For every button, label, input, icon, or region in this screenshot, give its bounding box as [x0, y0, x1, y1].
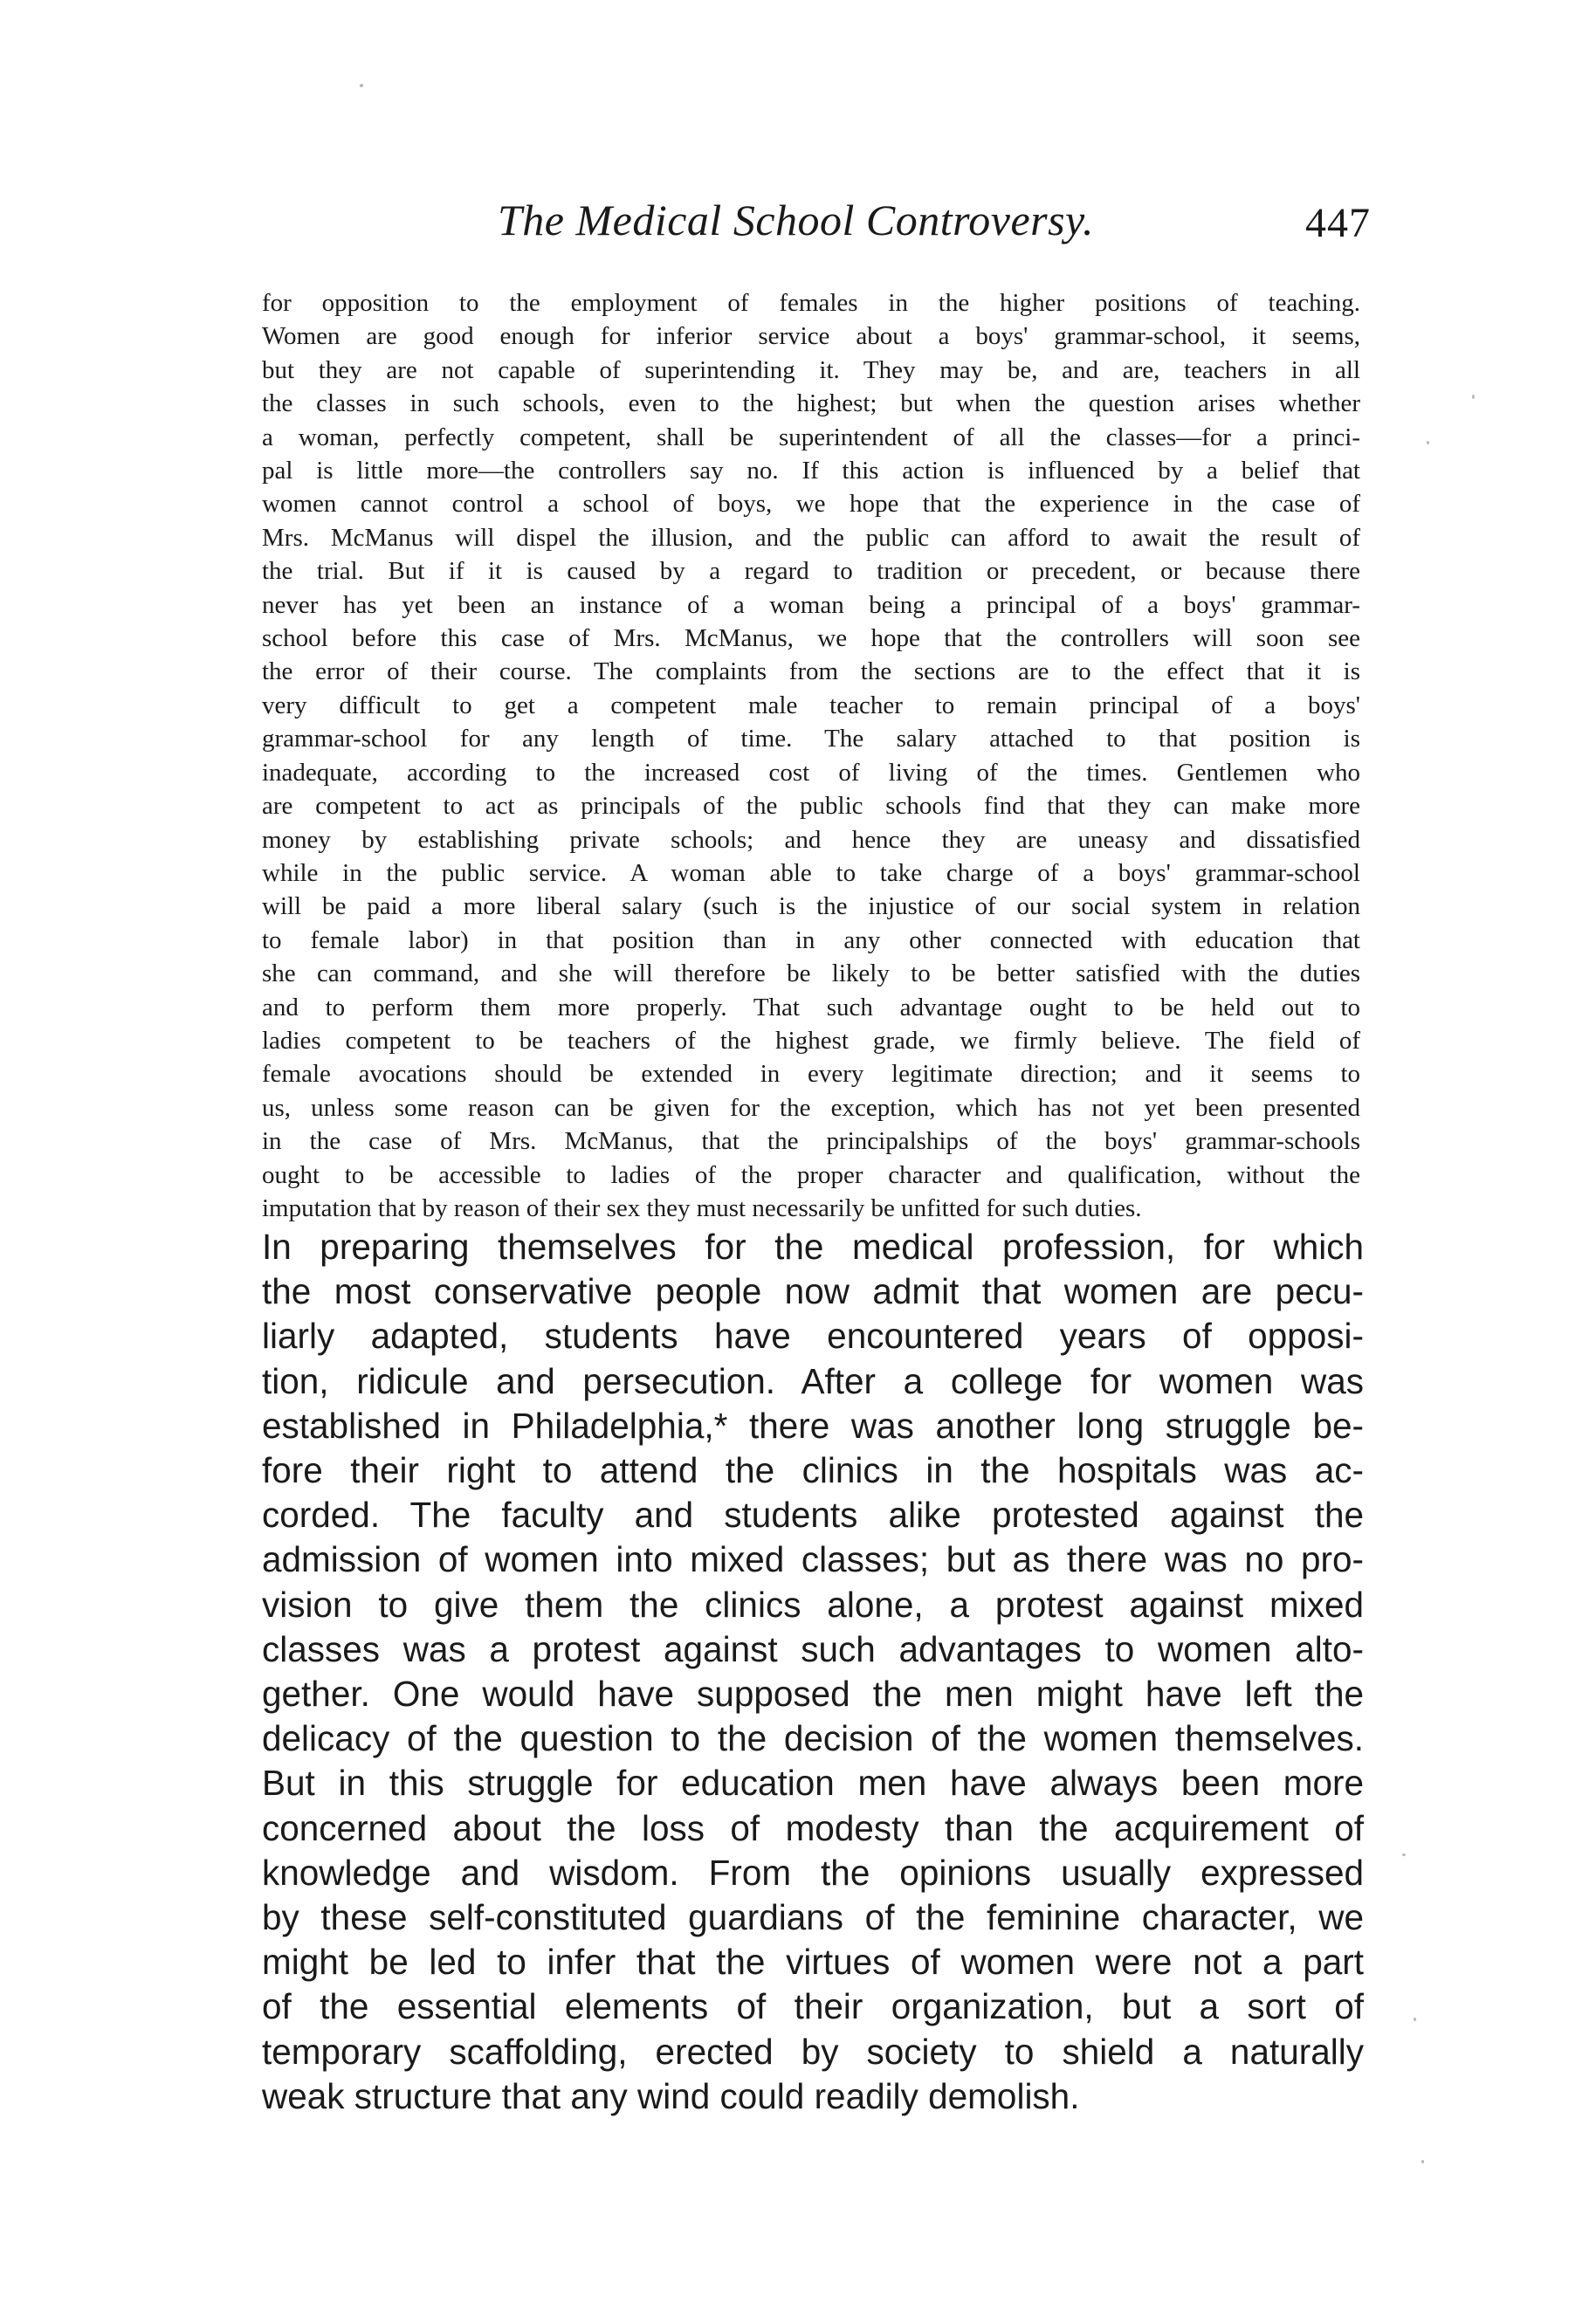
body-line: weak structure that any wind could readily demolish. [262, 2075, 1080, 2116]
body-line: temporary scaffolding, erected by society to shield a naturally [262, 2031, 1364, 2072]
quote-line: the classes in such schools, even to the highest; but when the question arises whether [262, 389, 1360, 418]
body-line: fore their right to attend the clinics in the hospitals was ac- [262, 1450, 1364, 1491]
paper-speck [1427, 441, 1429, 444]
paper-speck [1414, 2018, 1416, 2021]
body-line: But in this struggle for education men have always been more [262, 1763, 1364, 1804]
quote-line: the error of their course. The complaints from the sections are to the effect that it is [262, 657, 1360, 686]
quote-line: Mrs. McManus will dispel the illusion, and the public can afford to await the result of [262, 523, 1360, 552]
body-line: knowledge and wisdom. From the opinions usually expressed [262, 1852, 1364, 1893]
quote-line: are competent to act as principals of the public schools find that they can make more [262, 792, 1360, 821]
quote-line: while in the public service. A woman able to take charge of a boys' grammar-school [262, 858, 1360, 887]
running-title: The Medical School Controversy. [498, 196, 1094, 244]
quote-line: women cannot control a school of boys, we hope that the experience in the case of [262, 490, 1360, 519]
body-line: delicacy of the question to the decision of the women themselves. [262, 1718, 1364, 1759]
quote-line: to female labor) in that position than in any other connected with education that [262, 925, 1360, 954]
quote-line: money by establishing private schools; and hence they are uneasy and dissatisfied [262, 825, 1360, 854]
quote-line: the trial. But if it is caused by a regard to tradition or precedent, or because there [262, 557, 1360, 586]
body-line: classes was a protest against such advantages to women alto- [262, 1628, 1364, 1669]
quote-line: very difficult to get a competent male teacher to remain principal of a boys' [262, 691, 1360, 719]
body-line: of the essential elements of their organization, but a sort of [262, 1986, 1364, 2027]
main-paragraph [262, 1225, 1364, 2119]
quote-line: a woman, perfectly competent, shall be superintendent of all the classes—for a princi- [262, 423, 1360, 451]
quote-line: for opposition to the employment of females in the higher positions of teaching. [262, 289, 1360, 317]
quote-line: ladies competent to be teachers of the highest grade, we firmly believe. The field of [262, 1026, 1360, 1055]
body-line: by these self-constituted guardians of the feminine character, we [262, 1897, 1364, 1938]
paper-speck [1421, 2160, 1424, 2163]
body-line: corded. The faculty and students alike protested against the [262, 1495, 1364, 1536]
body-line: gether. One would have supposed the men might have left the [262, 1674, 1364, 1715]
quote-line: us, unless some reason can be given for the exception, which has not yet been presented [262, 1093, 1360, 1122]
quote-line: inadequate, according to the increased cost of living of the times. Gentlemen who [262, 758, 1360, 787]
body-line: liarly adapted, students have encountered years of opposi- [262, 1316, 1364, 1357]
quote-line: and to perform them more properly. That such advantage ought to be held out to [262, 993, 1360, 1021]
body-line: concerned about the loss of modesty than the acquirement of [262, 1807, 1364, 1848]
page-number: 447 [1305, 200, 1371, 246]
body-line: might be led to infer that the virtues of women were not a part [262, 1942, 1364, 1983]
body-line: admission of women into mixed classes; but as there was no pro- [262, 1539, 1364, 1580]
paper-speck [360, 84, 363, 87]
paper-speck [1472, 395, 1475, 399]
quote-line: imputation that by reason of their sex they must necessarily be unfitted for such duties. [262, 1193, 1142, 1222]
quote-line: Women are good enough for inferior service about a boys' grammar-school, it seems, [262, 322, 1360, 351]
quote-line: grammar-school for any length of time. The salary attached to that position is [262, 725, 1360, 753]
quote-line: in the case of Mrs. McManus, that the principalships of the boys' grammar-schools [262, 1127, 1360, 1156]
quote-line: ought to be accessible to ladies of the proper character and qualification, without the [262, 1160, 1360, 1189]
quote-line: female avocations should be extended in every legitimate direction; and it seems to [262, 1060, 1360, 1089]
body-line: vision to give them the clinics alone, a protest against mixed [262, 1584, 1364, 1625]
quote-line: never has yet been an instance of a woman being a principal of a boys' grammar- [262, 590, 1360, 619]
running-head [262, 194, 1371, 255]
quote-line: but they are not capable of superintending it. They may be, and are, teachers in all [262, 355, 1360, 384]
body-line: established in Philadelphia,* there was another long struggle be- [262, 1405, 1364, 1446]
quote-line: pal is little more—the controllers say no. If this action is influenced by a belief that [262, 457, 1360, 485]
body-line: In preparing themselves for the medical profession, for which [262, 1227, 1364, 1267]
paper-speck [1402, 1853, 1406, 1856]
quote-line: she can command, and she will therefore be likely to be better satisfied with the duties [262, 959, 1360, 988]
quote-line: school before this case of Mrs. McManus, we hope that the controllers will soon see [262, 624, 1360, 653]
quoted-passage [262, 286, 1360, 1225]
body-line: tion, ridicule and persecution. After a college for women was [262, 1360, 1364, 1401]
body-line: the most conservative people now admit that women are pecu- [262, 1271, 1364, 1312]
quote-line: will be paid a more liberal salary (such is the injustice of our social system in relation [262, 892, 1360, 921]
